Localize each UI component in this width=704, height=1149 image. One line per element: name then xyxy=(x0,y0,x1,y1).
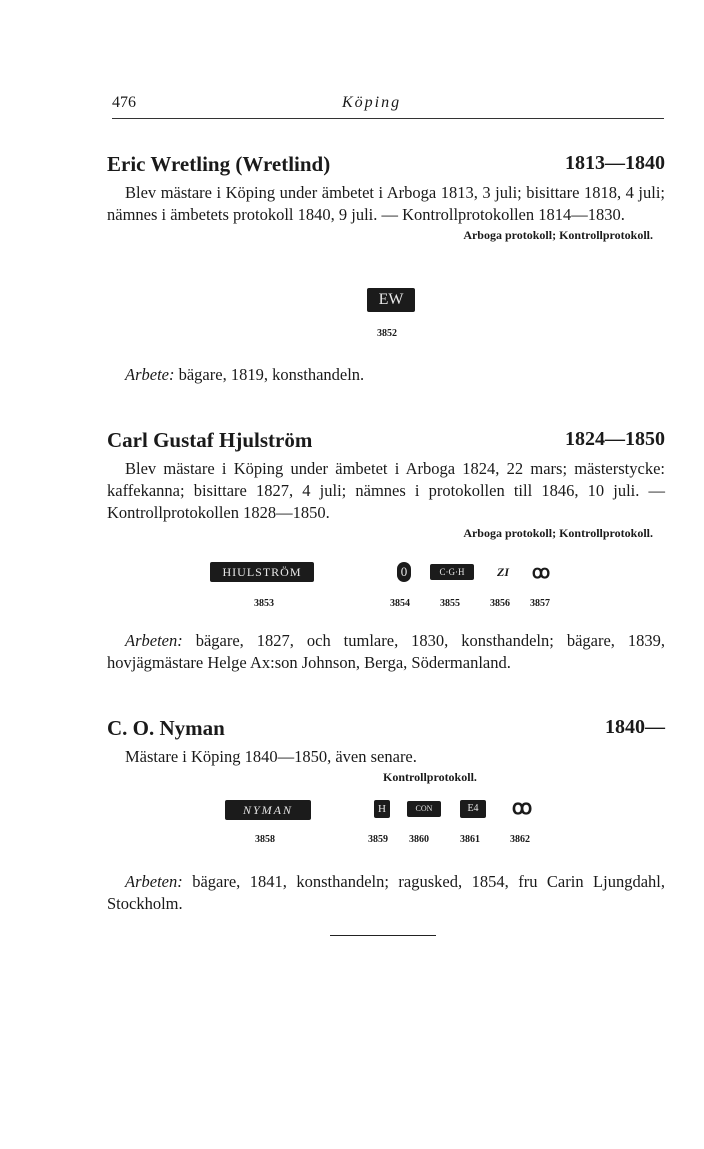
works-list xyxy=(107,871,665,915)
hallmark-stamp: H xyxy=(374,800,390,818)
entry-heading xyxy=(107,716,665,746)
hallmark-stamp: CON xyxy=(407,801,441,817)
hallmark-stamp: ꝏ xyxy=(531,562,551,582)
hallmark-3861 xyxy=(458,798,488,848)
hallmark-number: 3857 xyxy=(530,598,550,609)
hallmark-number: 3860 xyxy=(409,834,429,845)
page-number: 476 xyxy=(112,94,136,111)
maker-name: Eric Wretling (Wretlind) xyxy=(107,152,331,176)
hallmark-stamp: 0 xyxy=(397,562,411,582)
hallmark-3854 xyxy=(390,562,425,612)
hallmark-number: 3858 xyxy=(255,834,275,845)
works-hjulstrom xyxy=(107,630,665,674)
active-years: 1824—1850 xyxy=(565,428,665,450)
hallmark-number: 3852 xyxy=(377,328,397,339)
source-note: Arboga protokoll; Kontrollprotokoll. xyxy=(463,526,653,540)
hallmark-3858 xyxy=(225,798,315,848)
hallmark-number: 3856 xyxy=(490,598,510,609)
works-text: bägare, 1827, och tumlare, 1830, konsthandeln; bägare, 1839, hovjägmästare Helge Ax:son Johnson, Berga, Södermanland. xyxy=(107,631,666,672)
works-label: Arbeten: xyxy=(125,631,183,650)
maker-entry-hjulstrom xyxy=(107,428,665,542)
hallmark-number: 3854 xyxy=(390,598,410,609)
works-list xyxy=(107,364,665,386)
works-label: Arbete: xyxy=(125,365,175,384)
hallmark-number: 3861 xyxy=(460,834,480,845)
biography: Mästare i Köping 1840—1850, även senare. xyxy=(125,747,417,766)
maker-entry-nyman xyxy=(107,716,665,786)
hallmark-stamp: EW xyxy=(367,288,415,312)
hallmark-stamp: HIULSTRÖM xyxy=(210,562,314,582)
works-list xyxy=(107,630,665,674)
hallmark-number: 3859 xyxy=(368,834,388,845)
hallmark-3862 xyxy=(508,798,538,848)
entry-heading xyxy=(107,152,665,182)
hallmark-stamp: NYMAN xyxy=(225,800,311,820)
maker-entry-wretling xyxy=(107,152,665,244)
running-title: Köping xyxy=(342,94,402,111)
active-years: 1840— xyxy=(605,716,665,738)
hallmark-number: 3855 xyxy=(440,598,460,609)
hallmark-3853 xyxy=(210,562,320,612)
works-text: bägare, 1841, konsthandeln; ragusked, 1854, fru Carin Ljungdahl, Stockholm. xyxy=(107,872,665,913)
works-nyman xyxy=(107,871,665,915)
hallmark-3856 xyxy=(490,562,520,612)
hallmark-stamp: C·G·H xyxy=(430,564,474,580)
hallmark-stamp: ZI xyxy=(492,564,514,580)
hallmark-number: 3862 xyxy=(510,834,530,845)
maker-name: C. O. Nyman xyxy=(107,716,225,740)
source-note: Kontrollprotokoll. xyxy=(383,770,477,784)
hallmark-3855 xyxy=(428,562,478,612)
hallmark-3857 xyxy=(528,562,558,612)
hallmark-3860 xyxy=(405,798,445,848)
hallmark-stamp: ꝏ xyxy=(511,798,533,818)
hallmark-3859 xyxy=(368,798,398,848)
biography: Blev mästare i Köping under ämbetet i Arboga 1813, 3 juli; bisittare 1818, 4 juli; nämnes i ämbetets protokoll 1840, 9 juli. — Kontrollprotokollen 1814—1830. xyxy=(107,183,665,224)
hallmark-3852 xyxy=(367,288,417,344)
active-years: 1813—1840 xyxy=(565,152,665,174)
maker-name: Carl Gustaf Hjulström xyxy=(107,428,313,452)
running-head xyxy=(112,92,664,119)
works-label: Arbeten: xyxy=(125,872,183,891)
works-text: bägare, 1819, konsthandeln. xyxy=(178,365,365,384)
hallmark-number: 3853 xyxy=(254,598,274,609)
entry-heading xyxy=(107,428,665,458)
section-end-rule xyxy=(330,935,436,936)
source-note: Arboga protokoll; Kontrollprotokoll. xyxy=(463,228,653,242)
hallmark-stamp: E4 xyxy=(460,800,486,818)
works-wretling xyxy=(107,364,665,386)
biography: Blev mästare i Köping under ämbetet i Arboga 1824, 22 mars; mästerstycke: kaffekanna; bisittare 1827, 4 juli; nämnes i protokollen till 1846, 10 juli. — Kontrollprotokollen 1828—1850. xyxy=(107,459,665,522)
